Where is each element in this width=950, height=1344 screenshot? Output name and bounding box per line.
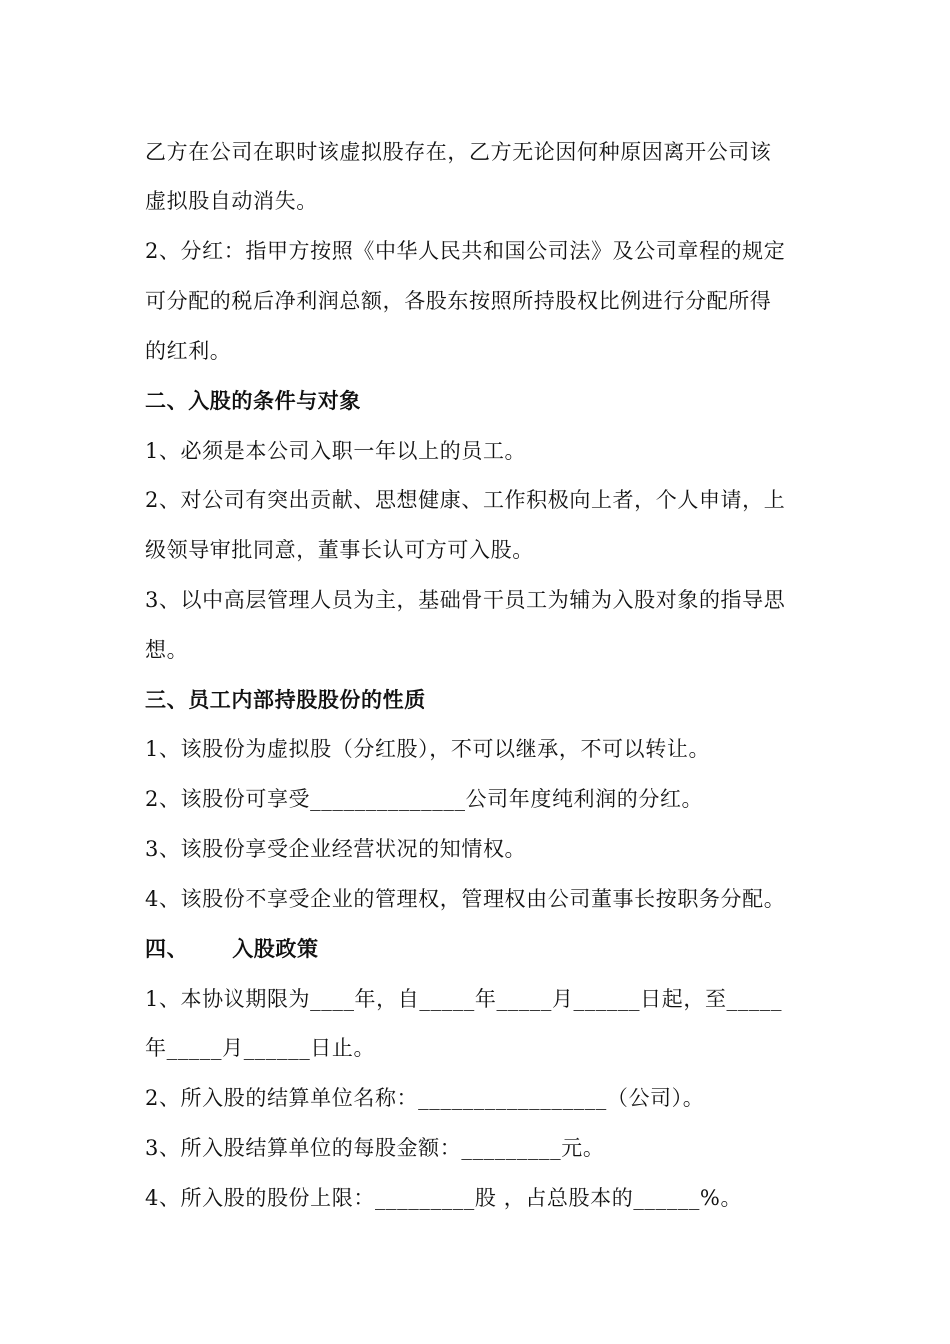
- section-heading-4: [145, 934, 319, 964]
- section-heading-number: 四、: [145, 937, 189, 961]
- list-item: 3、该股份享受企业经营状况的知情权。: [145, 837, 527, 861]
- list-item: 1、必须是本公司入职一年以上的员工。: [145, 439, 527, 463]
- section-heading-2: 二、入股的条件与对象: [145, 389, 361, 413]
- list-item: 2、该股份可享受______________公司年度纯利润的分红。: [145, 787, 704, 811]
- paragraph-line: 乙方在公司在职时该虚拟股存在，乙方无论因何种原因离开公司该: [145, 140, 772, 164]
- list-item: 级领导审批同意，董事长认可方可入股。: [145, 538, 534, 562]
- section-heading-3: 三、员工内部持股股份的性质: [145, 688, 426, 712]
- list-item: 4、所入股的股份上限：_________股 ，占总股本的______%。: [145, 1186, 743, 1210]
- section-heading-text: 入股政策: [232, 937, 319, 961]
- paragraph-line: 2、分红：指甲方按照《中华人民共和国公司法》及公司章程的规定: [145, 239, 786, 263]
- paragraph-line: 虚拟股自动消失。: [145, 189, 318, 213]
- list-item: 4、该股份不享受企业的管理权，管理权由公司董事长按职务分配。: [145, 887, 786, 911]
- list-item: 1、该股份为虚拟股（分红股），不可以继承，不可以转让。: [145, 737, 711, 761]
- paragraph-line: 的红利。: [145, 339, 232, 363]
- paragraph-line: 可分配的税后净利润总额，各股东按照所持股权比例进行分配所得: [145, 289, 772, 313]
- list-item: 想。: [145, 638, 189, 662]
- list-item: 年_____月______日止。: [145, 1036, 376, 1060]
- list-item: 3、所入股结算单位的每股金额：_________元。: [145, 1136, 605, 1160]
- list-item: 2、所入股的结算单位名称：_________________（公司）。: [145, 1086, 705, 1110]
- list-item: 3、以中高层管理人员为主，基础骨干员工为辅为入股对象的指导思: [145, 588, 786, 612]
- list-item: 2、对公司有突出贡献、思想健康、工作积极向上者，个人申请，上: [145, 488, 786, 512]
- list-item: 1、本协议期限为____年，自_____年_____月______日起，至_____: [145, 987, 783, 1011]
